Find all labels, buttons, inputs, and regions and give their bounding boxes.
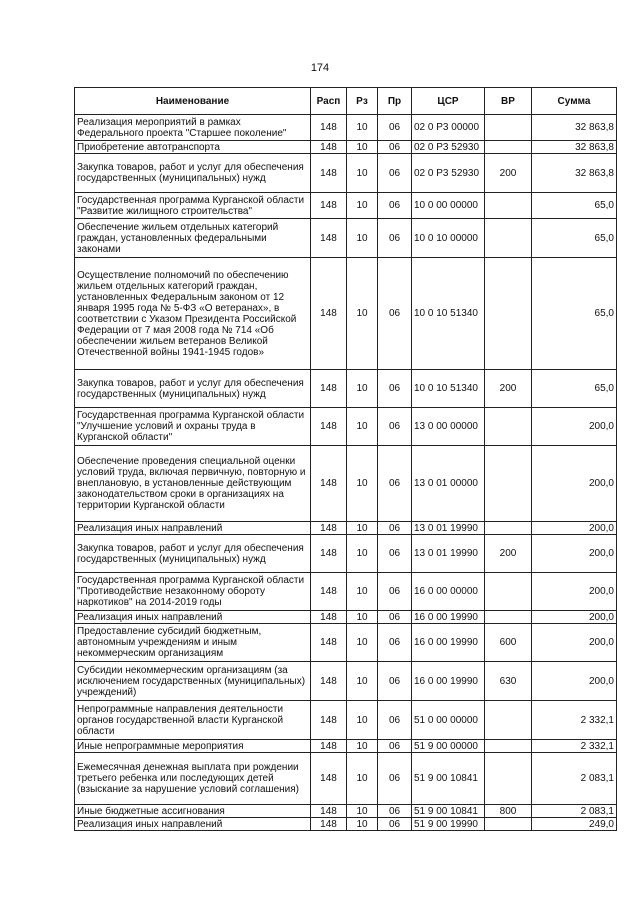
- row-rasp-cell: 148: [311, 624, 347, 662]
- row-sum-cell: 2 332,1: [532, 701, 617, 740]
- row-sum-cell: 2 083,1: [532, 753, 617, 805]
- row-csr-cell: 13 0 01 19990: [412, 522, 485, 535]
- row-vr-cell: [485, 701, 532, 740]
- table-row: [75, 805, 617, 818]
- row-pr-cell: 06: [378, 624, 412, 662]
- row-rasp-cell: 148: [311, 141, 347, 154]
- row-rz-cell: 10: [347, 662, 378, 701]
- row-name-cell: Иные бюджетные ассигнования: [75, 805, 311, 818]
- row-csr-cell: 10 0 00 00000: [412, 193, 485, 219]
- row-csr-cell: 10 0 10 00000: [412, 219, 485, 258]
- row-vr-cell: 630: [485, 662, 532, 701]
- row-pr-cell: 06: [378, 535, 412, 573]
- row-csr-cell: 13 0 00 00000: [412, 408, 485, 446]
- row-pr-cell: 06: [378, 611, 412, 624]
- row-pr-cell: 06: [378, 573, 412, 611]
- row-vr-cell: [485, 818, 532, 831]
- row-csr-cell: 51 9 00 19990: [412, 818, 485, 831]
- row-name-cell: Государственная программа Курганской области "Развитие жилищного строительства": [75, 193, 311, 219]
- page-number: 174: [310, 62, 330, 74]
- row-rz-cell: 10: [347, 193, 378, 219]
- row-csr-cell: 10 0 10 51340: [412, 258, 485, 370]
- row-sum-cell: 65,0: [532, 258, 617, 370]
- row-csr-cell: 02 0 P3 00000: [412, 115, 485, 141]
- row-rz-cell: 10: [347, 805, 378, 818]
- header-row: [75, 88, 617, 115]
- row-pr-cell: 06: [378, 740, 412, 753]
- table-row: [75, 662, 617, 701]
- row-pr-cell: 06: [378, 753, 412, 805]
- row-name-cell: Предоставление субсидий бюджетным, автономным учреждениям и иным некоммерческим организациям: [75, 624, 311, 662]
- row-vr-cell: [485, 446, 532, 522]
- row-vr-cell: [485, 573, 532, 611]
- row-name-cell: Субсидии некоммерческим организациям (за исключением государственных (муниципальных) учреждений): [75, 662, 311, 701]
- row-vr-cell: [485, 611, 532, 624]
- row-sum-cell: 249,0: [532, 818, 617, 831]
- row-name-cell: Реализация иных направлений: [75, 818, 311, 831]
- row-sum-cell: 200,0: [532, 624, 617, 662]
- row-csr-cell: 16 0 00 00000: [412, 573, 485, 611]
- row-csr-cell: 51 9 00 10841: [412, 753, 485, 805]
- row-rz-cell: 10: [347, 818, 378, 831]
- row-sum-cell: 32 863,8: [532, 115, 617, 141]
- table-row: [75, 141, 617, 154]
- row-rasp-cell: 148: [311, 115, 347, 141]
- row-name-cell: Закупка товаров, работ и услуг для обеспечения государственных (муниципальных) нужд: [75, 370, 311, 408]
- row-rasp-cell: 148: [311, 753, 347, 805]
- table-row: [75, 193, 617, 219]
- row-sum-cell: 200,0: [532, 446, 617, 522]
- table-row: [75, 611, 617, 624]
- row-rasp-cell: 148: [311, 522, 347, 535]
- row-rz-cell: 10: [347, 753, 378, 805]
- row-name-cell: Закупка товаров, работ и услуг для обеспечения государственных (муниципальных) нужд: [75, 535, 311, 573]
- row-rz-cell: 10: [347, 611, 378, 624]
- row-pr-cell: 06: [378, 370, 412, 408]
- row-pr-cell: 06: [378, 193, 412, 219]
- header-sum: Сумма: [532, 88, 617, 115]
- row-rz-cell: 10: [347, 740, 378, 753]
- row-pr-cell: 06: [378, 408, 412, 446]
- row-name-cell: Приобретение автотранспорта: [75, 141, 311, 154]
- row-sum-cell: 32 863,8: [532, 154, 617, 193]
- row-sum-cell: 200,0: [532, 522, 617, 535]
- row-rz-cell: 10: [347, 522, 378, 535]
- table-row: [75, 408, 617, 446]
- row-rasp-cell: 148: [311, 535, 347, 573]
- row-sum-cell: 65,0: [532, 193, 617, 219]
- row-rasp-cell: 148: [311, 818, 347, 831]
- row-pr-cell: 06: [378, 115, 412, 141]
- row-csr-cell: 02 0 P3 52930: [412, 154, 485, 193]
- row-rasp-cell: 148: [311, 740, 347, 753]
- row-name-cell: Осуществление полномочий по обеспечению жильем отдельных категорий граждан, установленных Федеральным законом от 12 января 1995 года № 5-ФЗ «О ветеранах», в соответствии с Указом Президента Российской Федерации от 7 мая 2008 года № 714 «Об обеспечении жильем ветеранов Великой Отечественной войны 1941-1945 годов»: [75, 258, 311, 370]
- row-name-cell: Государственная программа Курганской области "Улучшение условий и охраны труда в Курганской области": [75, 408, 311, 446]
- row-vr-cell: [485, 753, 532, 805]
- row-rz-cell: 10: [347, 573, 378, 611]
- row-sum-cell: 200,0: [532, 662, 617, 701]
- table-row: [75, 258, 617, 370]
- row-csr-cell: 51 0 00 00000: [412, 701, 485, 740]
- row-vr-cell: 200: [485, 535, 532, 573]
- row-csr-cell: 51 9 00 10841: [412, 805, 485, 818]
- row-rasp-cell: 148: [311, 370, 347, 408]
- budget-table: [74, 87, 617, 831]
- row-rasp-cell: 148: [311, 701, 347, 740]
- row-vr-cell: 200: [485, 370, 532, 408]
- header-csr: ЦСР: [412, 88, 485, 115]
- row-sum-cell: 200,0: [532, 535, 617, 573]
- row-name-cell: Реализация мероприятий в рамках Федерального проекта "Старшее поколение": [75, 115, 311, 141]
- row-vr-cell: [485, 408, 532, 446]
- row-rz-cell: 10: [347, 446, 378, 522]
- row-csr-cell: 16 0 00 19990: [412, 662, 485, 701]
- row-rz-cell: 10: [347, 154, 378, 193]
- row-name-cell: Обеспечение жильем отдельных категорий граждан, установленных федеральными законами: [75, 219, 311, 258]
- row-csr-cell: 16 0 00 19990: [412, 611, 485, 624]
- row-rasp-cell: 148: [311, 408, 347, 446]
- table-row: [75, 753, 617, 805]
- row-rz-cell: 10: [347, 408, 378, 446]
- table-row: [75, 624, 617, 662]
- header-vr: ВР: [485, 88, 532, 115]
- row-rz-cell: 10: [347, 701, 378, 740]
- row-rz-cell: 10: [347, 535, 378, 573]
- row-rasp-cell: 148: [311, 611, 347, 624]
- row-name-cell: Непрограммные направления деятельности органов государственной власти Курганской области: [75, 701, 311, 740]
- row-name-cell: Иные непрограммные мероприятия: [75, 740, 311, 753]
- table-row: [75, 740, 617, 753]
- header-rasp: Расп: [311, 88, 347, 115]
- row-name-cell: Государственная программа Курганской области "Противодействие незаконному обороту наркотиков" на 2014-2019 годы: [75, 573, 311, 611]
- row-rasp-cell: 148: [311, 258, 347, 370]
- row-pr-cell: 06: [378, 446, 412, 522]
- row-pr-cell: 06: [378, 818, 412, 831]
- row-rasp-cell: 148: [311, 193, 347, 219]
- row-rasp-cell: 148: [311, 662, 347, 701]
- row-sum-cell: 200,0: [532, 573, 617, 611]
- table-row: [75, 701, 617, 740]
- row-rasp-cell: 148: [311, 446, 347, 522]
- row-vr-cell: 800: [485, 805, 532, 818]
- row-rz-cell: 10: [347, 141, 378, 154]
- row-pr-cell: 06: [378, 258, 412, 370]
- row-sum-cell: 200,0: [532, 611, 617, 624]
- row-rz-cell: 10: [347, 258, 378, 370]
- row-rz-cell: 10: [347, 370, 378, 408]
- table-row: [75, 573, 617, 611]
- header-name: Наименование: [75, 88, 311, 115]
- row-pr-cell: 06: [378, 141, 412, 154]
- row-sum-cell: 65,0: [532, 370, 617, 408]
- row-sum-cell: 32 863,8: [532, 141, 617, 154]
- row-pr-cell: 06: [378, 522, 412, 535]
- row-vr-cell: [485, 141, 532, 154]
- table-row: [75, 219, 617, 258]
- row-sum-cell: 65,0: [532, 219, 617, 258]
- row-csr-cell: 13 0 01 00000: [412, 446, 485, 522]
- row-rasp-cell: 148: [311, 219, 347, 258]
- header-pr: Пр: [378, 88, 412, 115]
- row-rasp-cell: 148: [311, 805, 347, 818]
- row-rz-cell: 10: [347, 115, 378, 141]
- row-rz-cell: 10: [347, 624, 378, 662]
- row-csr-cell: 13 0 01 19990: [412, 535, 485, 573]
- row-csr-cell: 10 0 10 51340: [412, 370, 485, 408]
- row-vr-cell: [485, 740, 532, 753]
- row-name-cell: Закупка товаров, работ и услуг для обеспечения государственных (муниципальных) нужд: [75, 154, 311, 193]
- row-pr-cell: 06: [378, 219, 412, 258]
- row-name-cell: Реализация иных направлений: [75, 611, 311, 624]
- table-row: [75, 818, 617, 831]
- table-row: [75, 115, 617, 141]
- row-sum-cell: 200,0: [532, 408, 617, 446]
- row-vr-cell: [485, 258, 532, 370]
- row-vr-cell: [485, 193, 532, 219]
- row-sum-cell: 2 083,1: [532, 805, 617, 818]
- row-csr-cell: 16 0 00 19990: [412, 624, 485, 662]
- row-vr-cell: [485, 522, 532, 535]
- row-vr-cell: 200: [485, 154, 532, 193]
- row-rasp-cell: 148: [311, 154, 347, 193]
- row-rasp-cell: 148: [311, 573, 347, 611]
- table-row: [75, 154, 617, 193]
- row-vr-cell: 600: [485, 624, 532, 662]
- row-rz-cell: 10: [347, 219, 378, 258]
- table-row: [75, 370, 617, 408]
- row-name-cell: Обеспечение проведения специальной оценки условий труда, включая первичную, повторную и внеплановую, в установленные действующим законодательством сроки в организациях на территории Курганской области: [75, 446, 311, 522]
- table-row: [75, 446, 617, 522]
- row-pr-cell: 06: [378, 662, 412, 701]
- row-vr-cell: [485, 115, 532, 141]
- row-name-cell: Реализация иных направлений: [75, 522, 311, 535]
- row-csr-cell: 51 9 00 00000: [412, 740, 485, 753]
- header-rz: Рз: [347, 88, 378, 115]
- row-csr-cell: 02 0 P3 52930: [412, 141, 485, 154]
- row-pr-cell: 06: [378, 154, 412, 193]
- row-pr-cell: 06: [378, 701, 412, 740]
- row-pr-cell: 06: [378, 805, 412, 818]
- row-name-cell: Ежемесячная денежная выплата при рождении третьего ребенка или последующих детей (взыскание за нарушение условий соглашения): [75, 753, 311, 805]
- table-row: [75, 522, 617, 535]
- row-vr-cell: [485, 219, 532, 258]
- table-row: [75, 535, 617, 573]
- row-sum-cell: 2 332,1: [532, 740, 617, 753]
